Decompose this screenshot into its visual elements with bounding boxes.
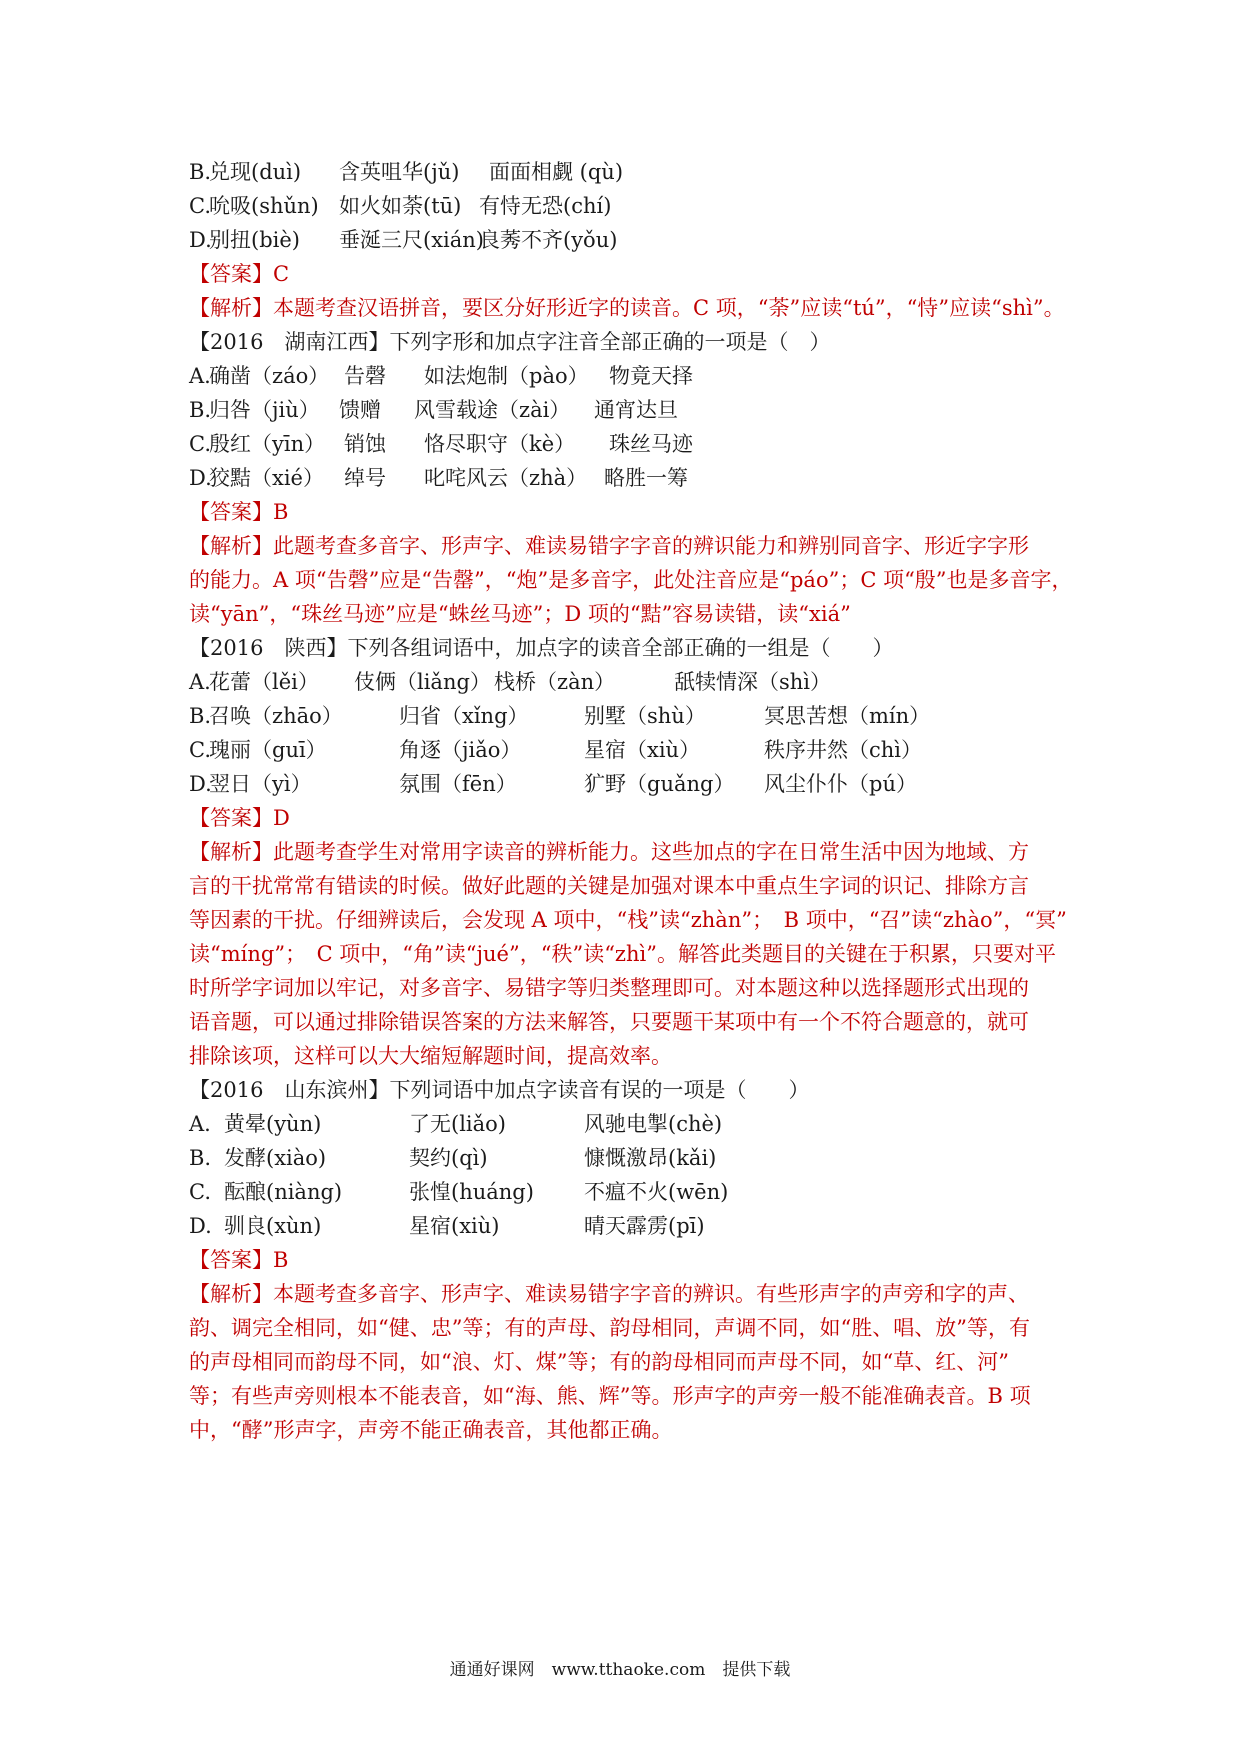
q1-analysis: 【解析】本题考查汉语拼音，要区分好形近字的读音。C 项，“荼”应读“tú”，“恃”应读“shì”。 xyxy=(189,296,1065,320)
q2-stem: 【2016 湖南江西】下列字形和加点字注音全部正确的一项是（ ） xyxy=(189,330,831,354)
option-item: 恪尽职守（kè） xyxy=(424,432,576,456)
option-letter: A. xyxy=(189,364,211,388)
option-item: 驯良(xùn) xyxy=(224,1214,322,1238)
option-item: 冥思苦想（mín） xyxy=(764,704,931,728)
q2-option-b xyxy=(189,393,1060,427)
option-item: 绰号 xyxy=(344,466,386,490)
option-item: 通宵达旦 xyxy=(594,398,678,422)
q4-analysis-line: 韵、调完全相同，如“健、忠”等；有的声母、韵母相同，声调不同，如“胜、唱、放”等，有 xyxy=(189,1316,1030,1340)
option-item: 有恃无恐(chí) xyxy=(479,194,612,218)
q3-stem: 【2016 陕西】下列各组词语中，加点字的读音全部正确的一组是（ ） xyxy=(189,636,894,660)
option-letter: B. xyxy=(189,1146,212,1170)
page-footer: 通通好课网 www.tthaoke.com 提供下载 xyxy=(449,1660,791,1680)
option-letter: C. xyxy=(189,738,211,762)
option-item: 珠丝马迹 xyxy=(609,432,693,456)
option-item: 风驰电掣(chè) xyxy=(584,1112,723,1136)
q4-option-a xyxy=(189,1107,1060,1141)
option-item: 馈赠 xyxy=(339,398,381,422)
option-item: 风尘仆仆（pú） xyxy=(764,772,917,796)
q2-answer: 【答案】B xyxy=(189,500,289,524)
option-item: 瑰丽（guī） xyxy=(209,738,327,762)
option-item: 舐犊情深（shì） xyxy=(674,670,832,694)
option-item: 物竟天择 xyxy=(609,364,693,388)
option-letter: B. xyxy=(189,398,212,422)
option-letter: A. xyxy=(189,670,211,694)
option-letter: D. xyxy=(189,466,212,490)
q1-option-b xyxy=(189,155,1060,189)
q3-option-c xyxy=(189,733,1060,767)
option-item: 花蕾（lěi） xyxy=(209,670,319,694)
q4-answer: 【答案】B xyxy=(189,1248,289,1272)
option-item: 垂涎三尺(xián) xyxy=(339,228,484,252)
option-item: 含英咀华(jǔ) xyxy=(339,160,460,184)
q4-analysis-line: 的声母相同而韵母不同，如“浪、灯、煤”等；有的韵母相同而声母不同，如“草、红、河” xyxy=(189,1350,1009,1374)
option-item: 吮吸(shǔn) xyxy=(209,194,319,218)
q3-answer: 【答案】D xyxy=(189,806,290,830)
option-letter: C. xyxy=(189,432,211,456)
option-item: 狡黠（xié） xyxy=(209,466,324,490)
q2-analysis-line: 【解析】此题考查多音字、形声字、难读易错字字音的辨识能力和辨别同音字、形近字字形 xyxy=(189,534,1029,558)
q4-option-b xyxy=(189,1141,1060,1175)
option-item: 了无(liǎo) xyxy=(409,1112,506,1136)
option-item: 慷慨激昂(kǎi) xyxy=(584,1146,717,1170)
option-item: 发酵(xiào) xyxy=(224,1146,327,1170)
option-item: 风雪载途（zài） xyxy=(414,398,571,422)
option-item: 销蚀 xyxy=(344,432,386,456)
option-item: 张惶(huáng) xyxy=(409,1180,534,1204)
q3-analysis-line: 语音题，可以通过排除错误答案的方法来解答，只要题干某项中有一个不符合题意的，就可 xyxy=(189,1010,1029,1034)
option-item: 召唤（zhāo） xyxy=(209,704,343,728)
option-letter: B. xyxy=(189,160,212,184)
option-item: 略胜一筹 xyxy=(604,466,688,490)
q3-analysis-line: 时所学字词加以牢记，对多音字、易错字等归类整理即可。对本题这种以选择题形式出现的 xyxy=(189,976,1029,1000)
q2-analysis-line: 读“yān”，“珠丝马迹”应是“蛛丝马迹”；D 项的“黠”容易读错，读“xiá” xyxy=(189,602,851,626)
q4-analysis-line: 等；有些声旁则根本不能表音，如“海、熊、辉”等。形声字的声旁一般不能准确表音。B 项 xyxy=(189,1384,1031,1408)
q3-option-a xyxy=(189,665,1060,699)
option-item: 告磬 xyxy=(344,364,386,388)
option-item: 氛围（fēn） xyxy=(399,772,517,796)
option-item: 栈桥（zàn） xyxy=(494,670,616,694)
option-item: 黄晕(yùn) xyxy=(224,1112,322,1136)
option-letter: B. xyxy=(189,704,212,728)
option-item: 兑现(duì) xyxy=(209,160,302,184)
option-item: 伎俩（liǎng） xyxy=(354,670,491,694)
option-item: 酝酿(niàng) xyxy=(224,1180,343,1204)
q2-analysis-line: 的能力。A 项“告磬”应是“告罄”，“炮”是多音字，此处注音应是“páo”；C 项“殷”也是多音字， xyxy=(189,568,1073,592)
option-item: 良莠不齐(yǒu) xyxy=(479,228,618,252)
option-letter: C. xyxy=(189,1180,211,1204)
q3-analysis-line: 言的干扰常常有错读的时候。做好此题的关键是加强对课本中重点生字词的识记、排除方言 xyxy=(189,874,1029,898)
option-letter: C. xyxy=(189,194,211,218)
option-item: 晴天霹雳(pī) xyxy=(584,1214,705,1238)
q1-option-d xyxy=(189,223,1060,257)
option-item: 叱咤风云（zhà） xyxy=(424,466,588,490)
option-item: 秩序井然（chì） xyxy=(764,738,923,762)
option-item: 面面相觑 (qù) xyxy=(489,160,624,184)
option-item: 归咎（jiù） xyxy=(209,398,320,422)
q2-option-c xyxy=(189,427,1060,461)
q4-analysis-line: 中，“酵”形声字，声旁不能正确表音，其他都正确。 xyxy=(189,1418,673,1442)
q1-answer: 【答案】C xyxy=(189,262,290,286)
option-item: 犷野（guǎng） xyxy=(584,772,735,796)
option-item: 确凿（záo） xyxy=(209,364,330,388)
q3-analysis-line: 等因素的干扰。仔细辨读后，会发现 A 项中，“栈”读“zhàn”； B 项中，“召”读“zhào”，“冥” xyxy=(189,908,1067,932)
q3-option-b xyxy=(189,699,1060,733)
q4-analysis-line: 【解析】本题考查多音字、形声字、难读易错字字音的辨识。有些形声字的声旁和字的声、 xyxy=(189,1282,1029,1306)
option-item: 角逐（jiǎo） xyxy=(399,738,522,762)
option-item: 不瘟不火(wēn) xyxy=(584,1180,729,1204)
option-letter: A. xyxy=(189,1112,211,1136)
q4-option-c xyxy=(189,1175,1060,1209)
q4-option-d xyxy=(189,1209,1060,1243)
option-letter: D. xyxy=(189,772,212,796)
option-letter: D. xyxy=(189,1214,212,1238)
option-item: 别墅（shù） xyxy=(584,704,706,728)
option-item: 归省（xǐng） xyxy=(399,704,529,728)
q2-option-d xyxy=(189,461,1060,495)
option-item: 星宿（xiù） xyxy=(584,738,701,762)
option-item: 如火如荼(tū) xyxy=(339,194,462,218)
q3-analysis-line: 读“míng”； C 项中，“角”读“jué”，“秩”读“zhì”。解答此类题目的关键在于积累，只要对平 xyxy=(189,942,1056,966)
q4-stem: 【2016 山东滨州】下列词语中加点字读音有误的一项是（ ） xyxy=(189,1078,810,1102)
q2-option-a xyxy=(189,359,1060,393)
option-item: 如法炮制（pào） xyxy=(424,364,589,388)
option-letter: D. xyxy=(189,228,212,252)
q3-analysis-line: 排除该项，这样可以大大缩短解题时间，提高效率。 xyxy=(189,1044,672,1068)
option-item: 别扭(biè) xyxy=(209,228,300,252)
q1-option-c xyxy=(189,189,1060,223)
option-item: 星宿(xiù) xyxy=(409,1214,500,1238)
q3-option-d xyxy=(189,767,1060,801)
option-item: 契约(qì) xyxy=(409,1146,488,1170)
q3-analysis-line: 【解析】此题考查学生对常用字读音的辨析能力。这些加点的字在日常生活中因为地域、方 xyxy=(189,840,1029,864)
option-item: 殷红（yīn） xyxy=(209,432,326,456)
option-item: 翌日（yì） xyxy=(209,772,312,796)
